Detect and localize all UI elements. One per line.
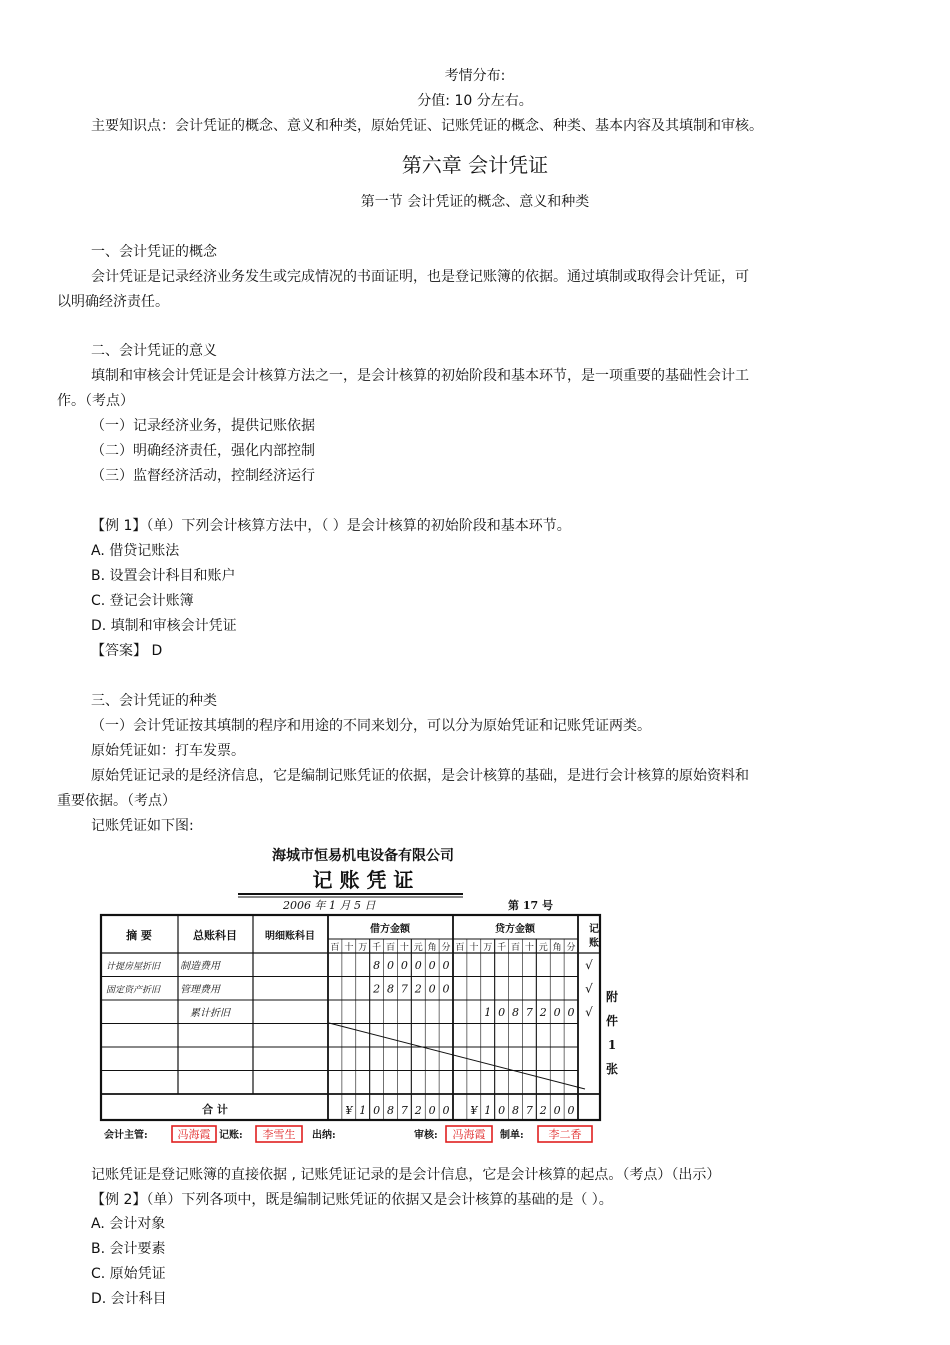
row-debit-digit: 8 xyxy=(373,959,381,972)
row-credit-digit: 1 xyxy=(484,1006,492,1019)
part3-line: 重要依据。（考点） xyxy=(57,793,176,809)
voucher-title: 记 账 凭 证 xyxy=(312,868,414,892)
example1-option: C. 登记会计账簿 xyxy=(91,593,194,609)
svg-text:李二香: 李二香 xyxy=(548,1128,582,1141)
total-credit-digit: 0 xyxy=(567,1104,575,1117)
part2-heading: 二、会计凭证的意义 xyxy=(91,343,217,359)
total-debit-digit: 0 xyxy=(442,1104,450,1117)
key-points-line: 主要知识点：会计凭证的概念、意义和种类，原始凭证、记账凭证的概念、种类、基本内容及其填制和审核。 xyxy=(91,118,763,134)
exam-distribution-label: 考情分布: xyxy=(444,68,506,84)
row-credit-digit: 2 xyxy=(539,1006,547,1019)
voucher-row xyxy=(106,958,593,972)
score-line: 分值: 10 分左右。 xyxy=(417,93,533,109)
row-debit-digit: 0 xyxy=(428,982,436,996)
row-summary: 固定资产折旧 xyxy=(106,985,161,996)
reviewer-label: 审核: xyxy=(414,1130,438,1141)
col-credit: 贷方金额 xyxy=(495,924,535,935)
example1-option: A. 借贷记账法 xyxy=(91,543,180,559)
digit-unit-label: 百 xyxy=(510,943,521,953)
example2-question: 【例 2】（单）下列各项中，既是编制记账凭证的依据又是会计核算的基础的是（ ）。 xyxy=(91,1192,613,1208)
attachment-note-char: 件 xyxy=(605,1014,619,1028)
total-debit-digit: 0 xyxy=(373,1104,381,1117)
row-credit-digit: 8 xyxy=(512,1006,519,1019)
digit-unit-label: 十 xyxy=(399,943,409,953)
row-debit-digit: 8 xyxy=(387,982,394,996)
svg-text:冯海霞: 冯海霞 xyxy=(177,1128,211,1141)
part3-line: 记账凭证如下图: xyxy=(91,818,194,834)
example1-option: D. 填制和审核会计凭证 xyxy=(91,618,237,634)
voucher-company: 海城市恒易机电设备有限公司 xyxy=(272,848,454,864)
example2-option: A. 会计对象 xyxy=(91,1216,166,1232)
preparer-label: 制单: xyxy=(500,1130,524,1141)
digit-unit-label: 千 xyxy=(497,943,507,953)
part2-item: （一）记录经济业务，提供记账依据 xyxy=(91,418,315,434)
svg-text:李雪生: 李雪生 xyxy=(262,1128,296,1141)
col-posted: 记账 xyxy=(589,924,599,949)
row-debit-digit: 0 xyxy=(400,959,408,972)
part1-paragraph: 会计凭证是记录经济业务发生或完成情况的书面证明，也是登记账簿的依据。通过填制或取得会计凭证，可 xyxy=(91,269,749,285)
example2-option: D. 会计科目 xyxy=(91,1291,167,1307)
total-label: 合 计 xyxy=(202,1103,228,1116)
row-summary: 计提房屋折旧 xyxy=(106,962,161,972)
row-debit-digit: 7 xyxy=(400,982,408,996)
part3-line: 原始凭证记录的是经济信息，它是编制记账凭证的依据，是会计核算的基础，是进行会计核算的原始资料和 xyxy=(91,768,749,784)
col-summary: 摘 要 xyxy=(126,929,152,942)
digit-unit-label: 十 xyxy=(344,943,354,953)
row-account: 累计折旧 xyxy=(190,1008,230,1019)
digit-unit-label: 万 xyxy=(483,943,493,953)
after-figure-line: 记账凭证是登记账簿的直接依据 , 记账凭证记录的是会计信息，它是会计核算的起点。（考点）（出示） xyxy=(91,1167,721,1183)
col-debit: 借方金额 xyxy=(370,924,410,935)
row-posted-mark: √ xyxy=(585,981,593,996)
row-credit-digit: 0 xyxy=(567,1006,575,1019)
total-credit-digit: 0 xyxy=(553,1104,561,1117)
total-credit-digit: 0 xyxy=(498,1104,506,1117)
row-debit-digit: 2 xyxy=(414,982,422,996)
supervisor-label: 会计主管: xyxy=(104,1130,148,1141)
voucher-row xyxy=(190,1005,593,1019)
digit-unit-label: 十 xyxy=(469,943,479,953)
bookkeeper-label: 记账: xyxy=(219,1130,243,1141)
voucher-row xyxy=(106,982,593,996)
part2-item: （二）明确经济责任，强化内部控制 xyxy=(91,443,315,459)
attachment-note-char: 1 xyxy=(607,1038,617,1052)
part3-line: （一）会计凭证按其填制的程序和用途的不同来划分，可以分为原始凭证和记账凭证两类。 xyxy=(91,718,651,734)
row-debit-digit: 0 xyxy=(387,959,394,972)
total-credit-digit: 2 xyxy=(539,1104,547,1117)
example2-option: C. 原始凭证 xyxy=(91,1266,166,1282)
voucher-date: 2006 年 1 月 5 日 xyxy=(283,899,376,912)
digit-unit-label: 分 xyxy=(441,943,451,953)
cashier-label: 出纳: xyxy=(312,1130,336,1141)
digit-unit-label: 分 xyxy=(566,943,576,953)
row-credit-digit: 0 xyxy=(498,1006,506,1019)
total-debit-digit: 1 xyxy=(359,1104,367,1117)
digit-unit-label: 角 xyxy=(427,943,437,953)
total-credit-digit: 1 xyxy=(484,1104,492,1117)
digit-unit-label: 角 xyxy=(552,943,562,953)
supervisor-stamp xyxy=(172,1126,216,1142)
part2-paragraph: 填制和审核会计凭证是会计核算方法之一，是会计核算的初始阶段和基本环节，是一项重要的基础性会计工 xyxy=(91,368,749,384)
example1-question: 【例 1】（单）下列会计核算方法中，（ ）是会计核算的初始阶段和基本环节。 xyxy=(91,518,571,534)
digit-unit-label: 元 xyxy=(413,943,423,953)
total-debit-digit: 7 xyxy=(400,1104,408,1117)
total-debit-digit: ¥ xyxy=(345,1104,353,1117)
cancel-line xyxy=(329,1023,585,1089)
row-credit-digit: 7 xyxy=(525,1006,533,1019)
total-debit-digit: 0 xyxy=(428,1104,436,1117)
digit-unit-label: 十 xyxy=(524,943,534,953)
row-credit-digit: 0 xyxy=(553,1006,561,1019)
total-debit-digit: 8 xyxy=(387,1104,394,1117)
digit-unit-label: 千 xyxy=(372,943,382,953)
part3-line: 原始凭证如：打车发票。 xyxy=(91,743,245,759)
example1-answer: 【答案】 D xyxy=(91,643,163,659)
preparer-stamp xyxy=(538,1126,592,1142)
col-detail-account: 明细账科目 xyxy=(265,931,315,942)
row-debit-digit: 0 xyxy=(442,982,450,996)
total-credit-digit: ¥ xyxy=(470,1104,478,1117)
chapter-title: 第六章 会计凭证 xyxy=(401,153,549,177)
part1-heading: 一、会计凭证的概念 xyxy=(91,244,217,260)
bookkeeper-stamp xyxy=(256,1126,302,1142)
digit-unit-label: 百 xyxy=(330,943,340,953)
attachment-note-char: 附 xyxy=(605,990,619,1004)
total-credit-digit: 8 xyxy=(512,1104,519,1117)
digit-unit-label: 万 xyxy=(358,943,368,953)
section-title: 第一节 会计凭证的概念、意义和种类 xyxy=(360,194,590,210)
row-posted-mark: √ xyxy=(585,1005,593,1019)
example2-option: B. 会计要素 xyxy=(91,1241,166,1257)
col-general-account: 总账科目 xyxy=(193,929,237,942)
row-debit-digit: 0 xyxy=(428,959,436,972)
total-debit-digit: 2 xyxy=(414,1104,422,1117)
reviewer-stamp xyxy=(446,1126,492,1142)
voucher-figure xyxy=(98,843,619,1148)
row-debit-digit: 0 xyxy=(414,959,422,972)
part2-paragraph-cont: 作。（考点） xyxy=(57,393,134,409)
attachment-note-char: 张 xyxy=(605,1062,619,1076)
part2-item: （三）监督经济活动，控制经济运行 xyxy=(91,468,315,484)
digit-unit-label: 元 xyxy=(538,943,548,953)
part1-paragraph-cont: 以明确经济责任。 xyxy=(57,294,169,310)
row-account: 管理费用 xyxy=(180,984,220,996)
voucher-number: 第 17 号 xyxy=(508,899,553,912)
row-debit-digit: 0 xyxy=(442,959,450,972)
part3-heading: 三、会计凭证的种类 xyxy=(91,693,217,709)
svg-text:冯海霞: 冯海霞 xyxy=(452,1128,486,1141)
example1-option: B. 设置会计科目和账户 xyxy=(91,568,236,584)
row-account: 制造费用 xyxy=(180,961,220,972)
digit-unit-label: 百 xyxy=(455,943,465,953)
digit-unit-label: 百 xyxy=(385,943,396,953)
total-credit-digit: 7 xyxy=(525,1104,533,1117)
row-posted-mark: √ xyxy=(585,958,593,972)
row-debit-digit: 2 xyxy=(373,982,381,996)
